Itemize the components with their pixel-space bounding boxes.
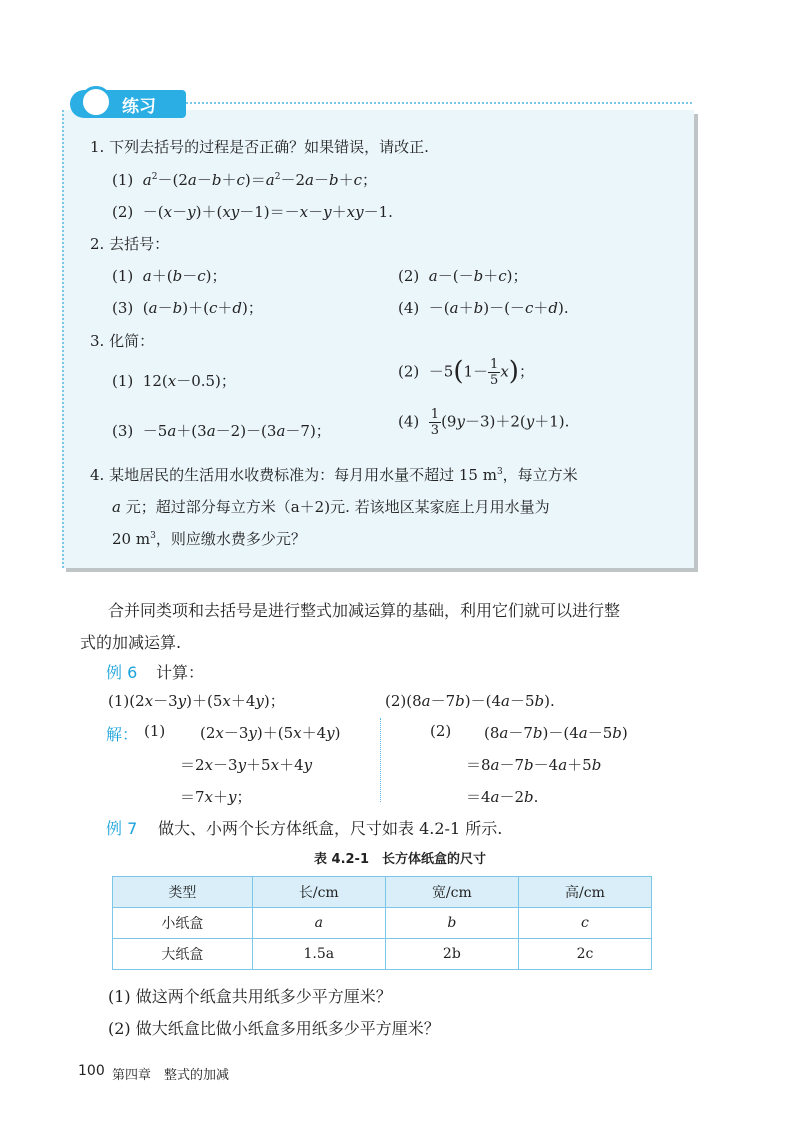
table-header-row bbox=[113, 877, 652, 908]
page-number: 100 bbox=[78, 1063, 105, 1079]
question-2: (2) 做大纸盒比做小纸盒多用纸多少平方厘米？ bbox=[108, 1019, 440, 1038]
table-cell: 2b bbox=[385, 939, 518, 970]
solution-part2-line3: ＝4a－2b. bbox=[466, 788, 539, 806]
solution-part1-label: (1) bbox=[144, 722, 166, 740]
q3-part1: (1) 12(x－0.5)； bbox=[112, 372, 236, 390]
exercise-title: 练习 bbox=[122, 97, 156, 117]
table-header: 长/cm bbox=[252, 877, 385, 908]
q2-part3: (3) (a－b)＋(c＋d)； bbox=[112, 299, 263, 317]
q2-part4: (4) －(a＋b)－(－c＋d). bbox=[398, 299, 569, 317]
solution-part2-line1: (8a－7b)－(4a－5b) bbox=[484, 724, 628, 742]
pencil-icon bbox=[80, 86, 112, 118]
example-7-text: 做大、小两个长方体纸盒，尺寸如表 4.2-1 所示. bbox=[158, 819, 503, 838]
example-6-label: 例 6 bbox=[106, 663, 138, 682]
q1-text: 1. 下列去括号的过程是否正确？如果错误，请改正. bbox=[90, 138, 429, 156]
body-paragraph-line1: 合并同类项和去括号是进行整式加减运算的基础，利用它们就可以进行整 bbox=[108, 601, 621, 620]
example-6-text: 计算： bbox=[156, 663, 205, 682]
table-cell: 大纸盒 bbox=[113, 939, 253, 970]
table-header: 高/cm bbox=[518, 877, 651, 908]
question-1: (1) 做这两个纸盒共用纸多少平方厘米？ bbox=[108, 987, 392, 1006]
q2-text: 2. 去括号： bbox=[90, 235, 170, 253]
table-header: 类型 bbox=[113, 877, 253, 908]
q1-part1: (1) $a^2-(2a-b+c)=a^2-2a-b+c$； bbox=[112, 171, 377, 189]
box-size-table bbox=[112, 876, 652, 970]
q3-part4: (4) $\frac{1}{3}$ (9y－3)＋2(y＋1). bbox=[398, 407, 570, 438]
table-cell: a bbox=[252, 908, 385, 939]
body-paragraph-line2: 式的加减运算. bbox=[80, 633, 182, 652]
q4-line3: 20 $m^3$，则应缴水费多少元？ bbox=[112, 530, 306, 548]
chapter-title: 第四章 整式的加减 bbox=[112, 1068, 230, 1083]
solution-part1-line1: (2x－3y)＋(5x＋4y) bbox=[200, 724, 341, 742]
solution-part1-line2: ＝2x－3y＋5x＋4y bbox=[180, 756, 313, 774]
table-row bbox=[113, 908, 652, 939]
q2-part1: (1) a＋(b－c)； bbox=[112, 267, 227, 285]
solution-label: 解： bbox=[106, 725, 139, 744]
solution-part2-line2: ＝8a－7b－4a＋5b bbox=[466, 756, 602, 774]
table-cell: 小纸盒 bbox=[113, 908, 253, 939]
example-6-part2: (2)(8a－7b)－(4a－5b). bbox=[385, 692, 555, 710]
example-7-label: 例 7 bbox=[106, 819, 138, 838]
example-6-part1: (1)(2x－3y)＋(5x＋4y)； bbox=[108, 692, 285, 710]
table-cell: 2c bbox=[518, 939, 651, 970]
q4-line2: a 元；超过部分每立方米（a＋2)元. 若该地区某家庭上月用水量为 bbox=[112, 498, 550, 516]
q4-line1: 4. 某地居民的生活用水收费标准为：每月用水量不超过 15 $m^3$，每立方米 bbox=[90, 466, 578, 484]
table-header: 宽/cm bbox=[385, 877, 518, 908]
exercise-divider bbox=[178, 102, 692, 104]
solution-part1-line3: ＝7x＋y； bbox=[180, 788, 252, 806]
q3-part2: (2) －5(1－ $\frac{1}{5}$ x)； bbox=[398, 356, 534, 388]
table-cell: 1.5a bbox=[252, 939, 385, 970]
table-cell: b bbox=[385, 908, 518, 939]
table-row bbox=[113, 939, 652, 970]
q1-part2: (2) －(x－y)＋(xy－1)＝－x－y＋xy－1. bbox=[112, 203, 393, 221]
q2-part2: (2) a－(－b＋c)； bbox=[398, 267, 528, 285]
solution-part2-label: (2) bbox=[430, 722, 452, 740]
table-caption: 表 4.2-1 长方体纸盒的尺寸 bbox=[314, 852, 486, 867]
solution-divider bbox=[380, 718, 381, 802]
table-cell: c bbox=[518, 908, 651, 939]
q3-text: 3. 化简： bbox=[90, 332, 155, 350]
q3-part3: (3) －5a＋(3a－2)－(3a－7)； bbox=[112, 422, 331, 440]
